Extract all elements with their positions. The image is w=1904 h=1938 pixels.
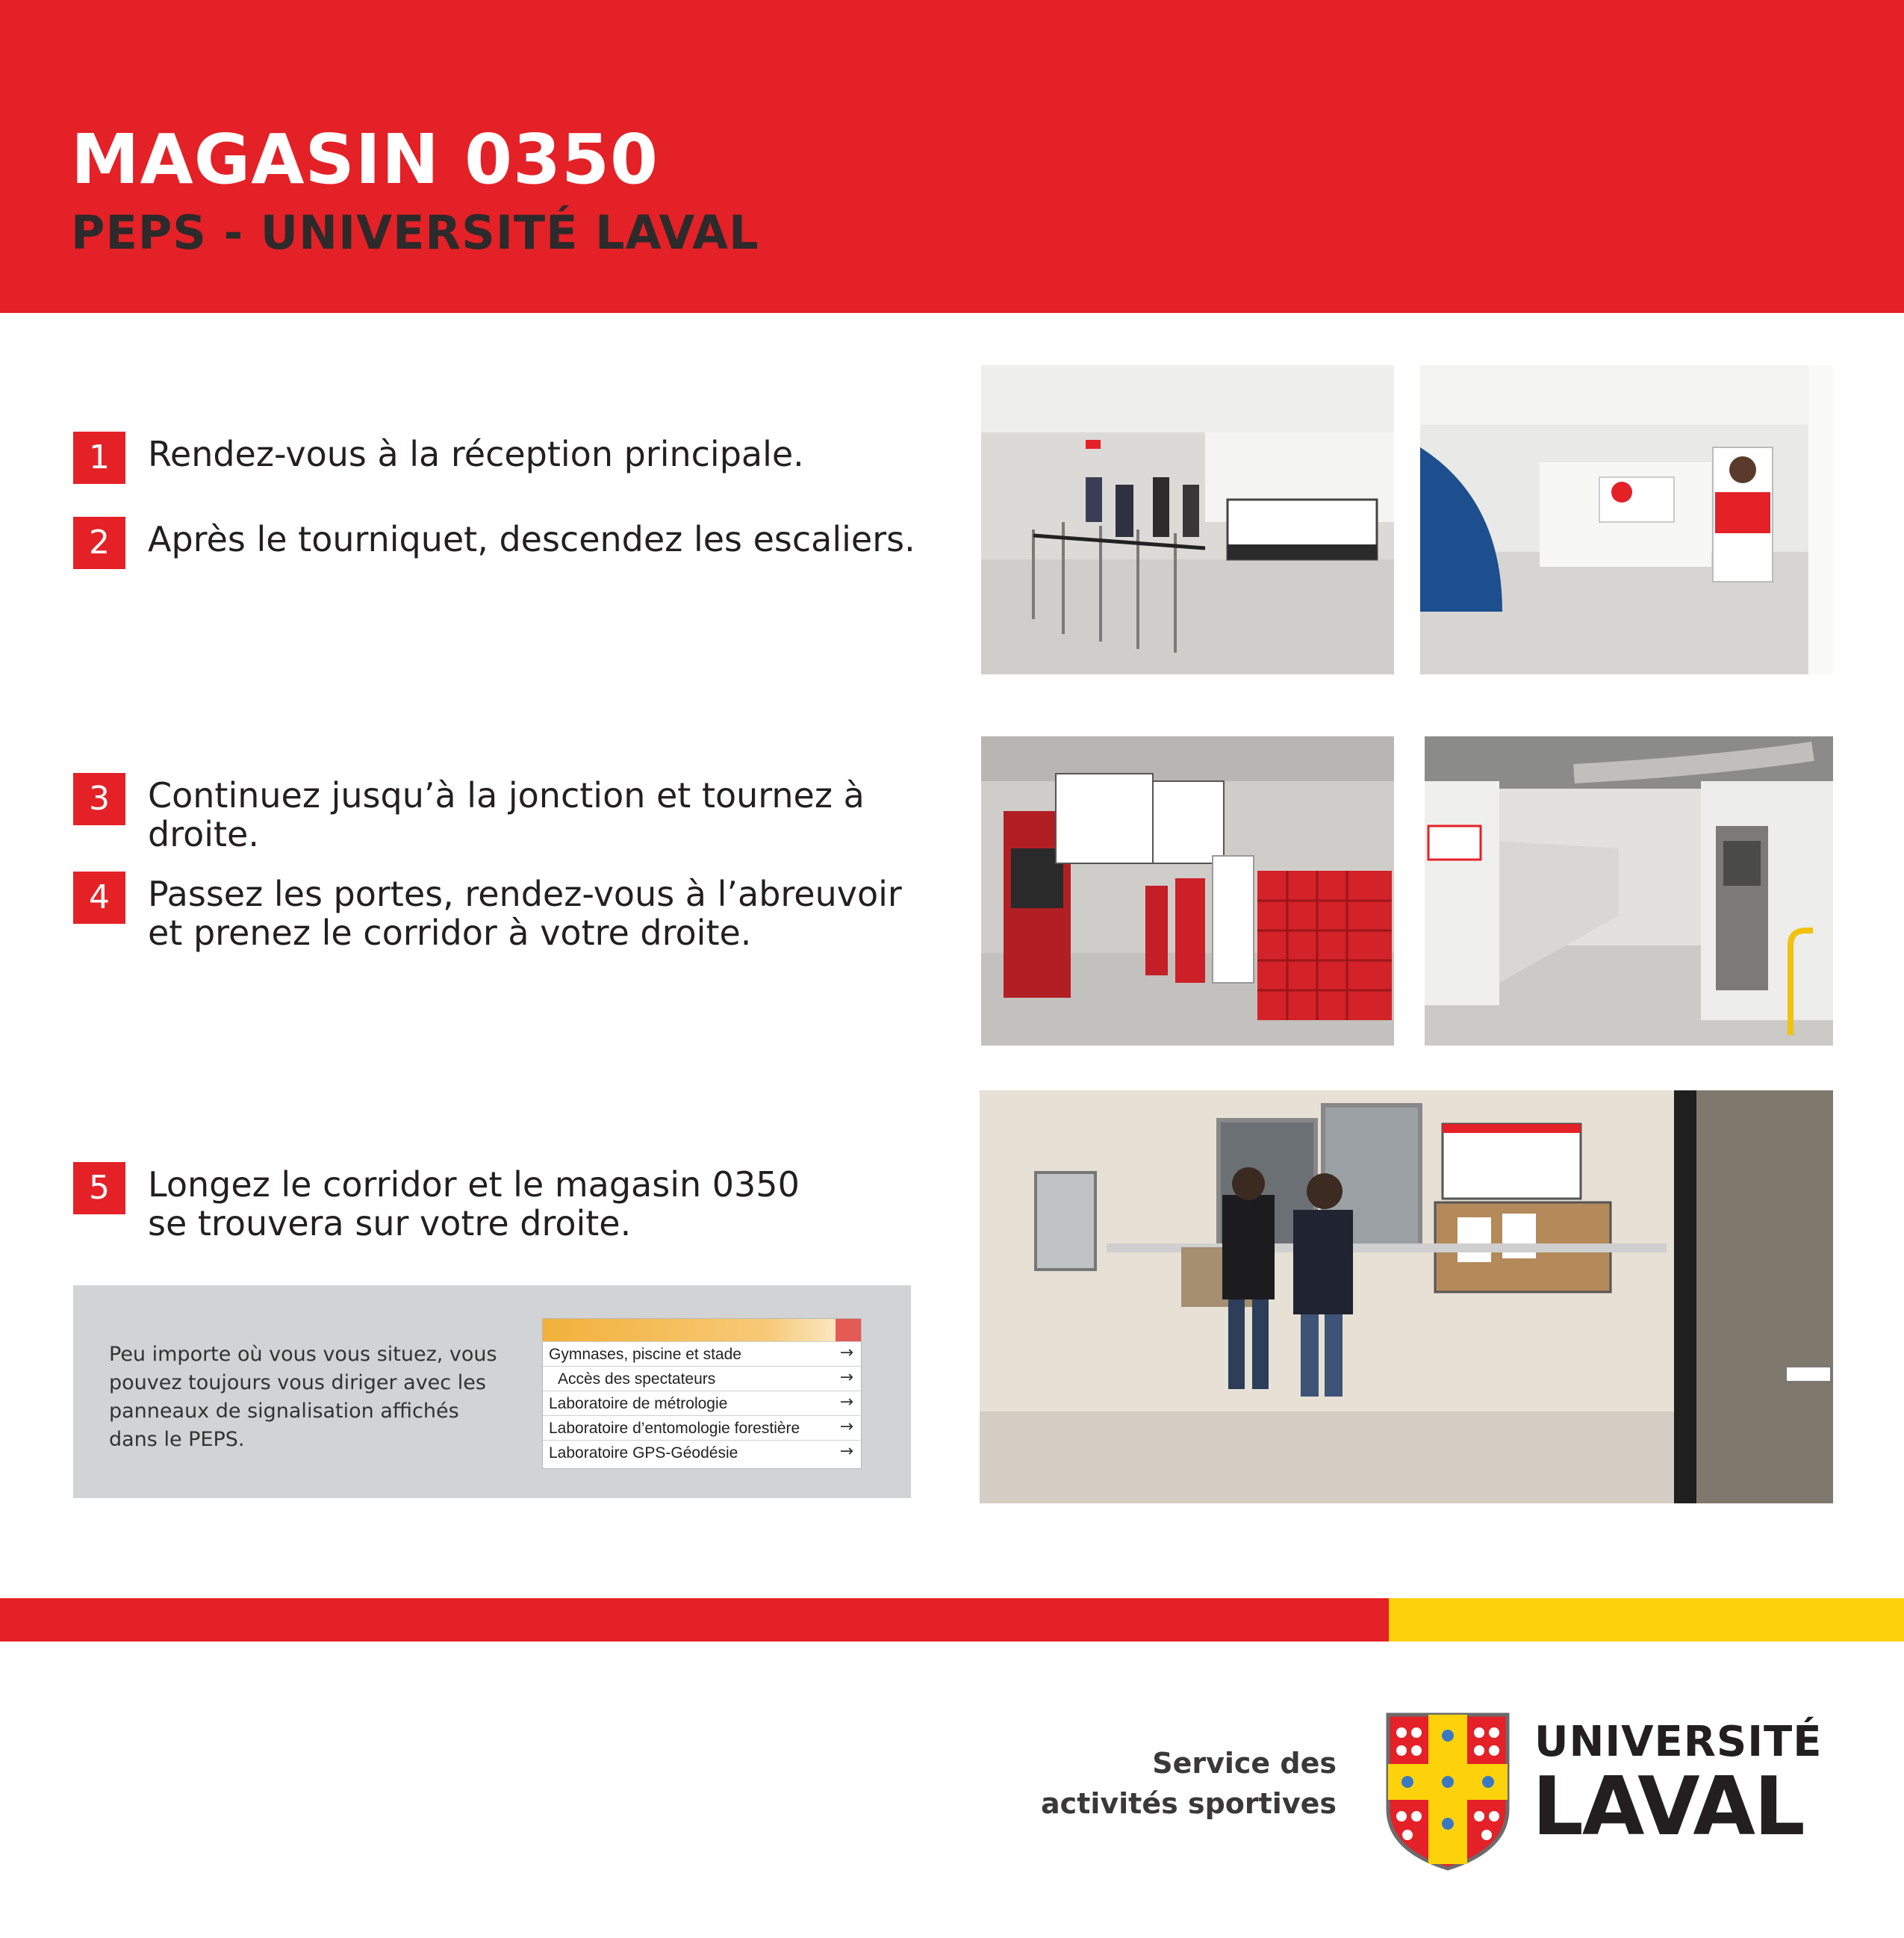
sign-row-label: Accès des spectateurs [558,1370,716,1388]
step-number-badge: 5 [73,1162,125,1214]
photo-store-counter [980,1090,1833,1503]
footer-stripe-yellow [1389,1598,1904,1642]
arrow-right-icon: → [839,1344,853,1362]
service-name [971,1743,1337,1824]
photo-lockers-corridor [981,736,1394,1046]
sign-row [543,1366,861,1391]
sign-row-label: Laboratoire d’entomologie forestière [549,1420,800,1437]
page-subtitle: PEPS - UNIVERSITÉ LAVAL [71,205,759,260]
page-title: MAGASIN 0350 [71,119,659,199]
sign-header-bar [543,1319,861,1341]
sign-row-label: Gymnases, piscine et stade [549,1346,741,1363]
university-name-line-2: LAVAL [1532,1760,1804,1854]
university-name-line-1: UNIVERSITÉ [1534,1718,1823,1766]
sign-row [543,1440,861,1465]
wayfinding-sign-example [542,1318,862,1469]
sign-row [543,1415,861,1441]
step-text: Après le tourniquet, descendez les escaliers. [148,519,915,559]
photo-reception [981,365,1394,674]
step-text: Longez le corridor et le magasin 0350 se trouvera sur votre droite. [148,1164,800,1243]
step-text: Passez les portes, rendez-vous à l’abreuvoir et prenez le corridor à votre droite. [148,874,902,953]
sign-row [543,1391,861,1416]
step-number-badge: 4 [73,872,125,924]
arrow-right-icon: → [839,1393,853,1411]
step-text: Rendez-vous à la réception principale. [148,434,804,474]
footer-stripe-red [0,1598,1389,1642]
step-number-badge: 3 [73,773,125,825]
service-line-2: activités sportives [1041,1787,1337,1820]
info-box-text: Peu importe où vous vous situez, vous pouvez toujours vous diriger avec les panneaux de signalisation affichés dans le PEPS. [109,1343,497,1451]
sign-row [543,1341,861,1367]
info-box [73,1285,911,1498]
arrow-right-icon: → [839,1417,853,1436]
service-line-1: Service des [1152,1747,1337,1780]
sign-header-accent [836,1319,861,1341]
arrow-right-icon: → [839,1368,853,1387]
step-text: Continuez jusqu’à la jonction et tournez à droite. [148,775,865,854]
step-number-badge: 2 [73,517,125,569]
step-number-badge: 1 [73,432,125,484]
photo-stairs-corridor [1420,365,1833,674]
header-banner [0,0,1904,313]
sign-row-label: Laboratoire de métrologie [549,1395,728,1412]
university-crest-icon [1385,1712,1511,1872]
arrow-right-icon: → [839,1442,853,1461]
photo-fountain-corridor [1425,736,1833,1046]
sign-row-label: Laboratoire GPS-Géodésie [549,1444,738,1462]
